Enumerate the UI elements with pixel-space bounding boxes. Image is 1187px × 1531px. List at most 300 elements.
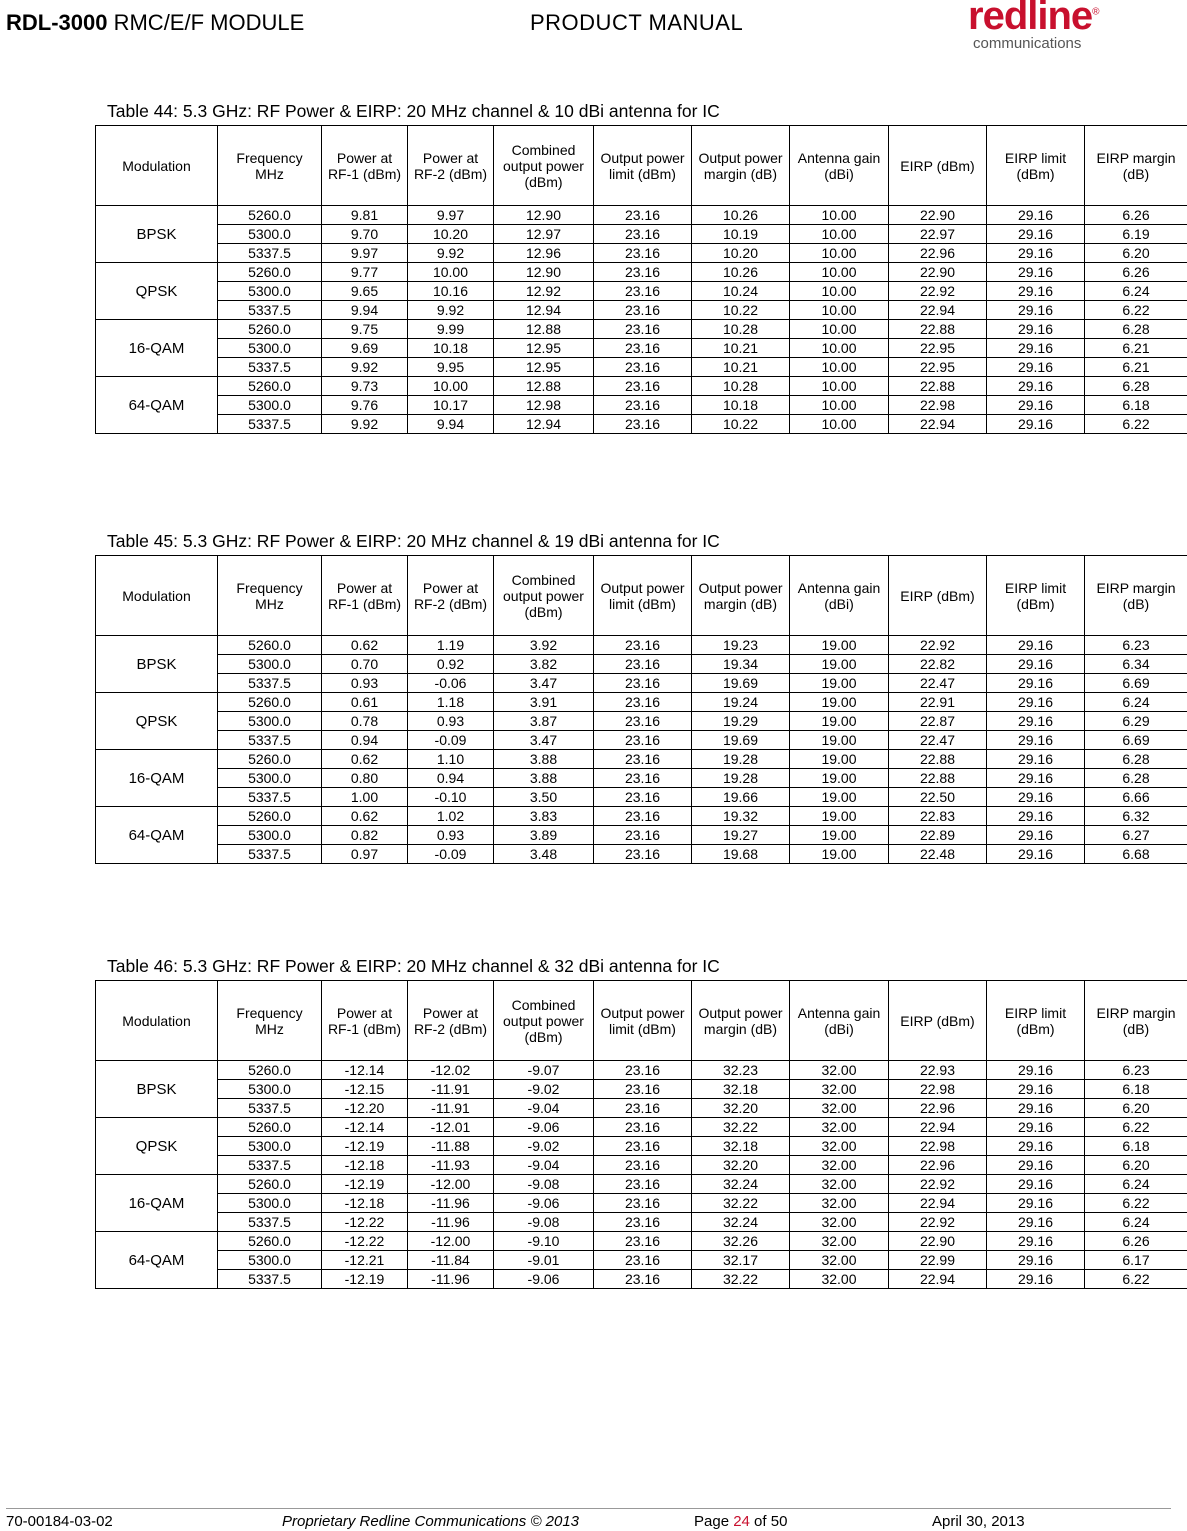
- table-cell: 10.00: [790, 206, 889, 225]
- table-cell: 5300.0: [218, 282, 322, 301]
- table-cell: 23.16: [594, 396, 692, 415]
- table-cell: 6.28: [1085, 750, 1187, 769]
- table-cell: 6.28: [1085, 377, 1187, 396]
- column-header: Combined output power (dBm): [494, 981, 594, 1061]
- table-cell: 22.47: [889, 674, 987, 693]
- table-cell: 0.92: [408, 655, 494, 674]
- table-cell: 22.90: [889, 263, 987, 282]
- table-cell: 12.94: [494, 301, 594, 320]
- table-cell: 6.26: [1085, 263, 1187, 282]
- table-cell: 5337.5: [218, 845, 322, 864]
- table-cell: 32.00: [790, 1099, 889, 1118]
- table-cell: 10.00: [790, 263, 889, 282]
- table-cell: 22.93: [889, 1061, 987, 1080]
- table-cell: 23.16: [594, 1156, 692, 1175]
- header-row: [96, 126, 1187, 206]
- table-cell: 10.18: [692, 396, 790, 415]
- table-cell: 0.78: [322, 712, 408, 731]
- table-cell: -12.21: [322, 1251, 408, 1270]
- column-header: Frequency MHz: [218, 126, 322, 206]
- table-cell: 23.16: [594, 282, 692, 301]
- table-cell: 19.34: [692, 655, 790, 674]
- table-cell: 19.24: [692, 693, 790, 712]
- column-header: Antenna gain (dBi): [790, 981, 889, 1061]
- column-header: Combined output power (dBm): [494, 126, 594, 206]
- table-cell: 29.16: [987, 1251, 1085, 1270]
- table-row: [96, 693, 1187, 712]
- table-cell: 6.18: [1085, 396, 1187, 415]
- table-cell: 0.62: [322, 807, 408, 826]
- table-cell: 29.16: [987, 339, 1085, 358]
- table-cell: 23.16: [594, 1175, 692, 1194]
- manual-title: PRODUCT MANUAL: [530, 10, 744, 35]
- table-cell: 32.00: [790, 1137, 889, 1156]
- table-cell: 6.34: [1085, 655, 1187, 674]
- table-cell: 3.92: [494, 636, 594, 655]
- table-cell: 29.16: [987, 1194, 1085, 1213]
- table-cell: 3.47: [494, 674, 594, 693]
- table-cell: 6.26: [1085, 1232, 1187, 1251]
- column-header: Combined output power (dBm): [494, 556, 594, 636]
- table-cell: 5337.5: [218, 674, 322, 693]
- copyright: Proprietary Redline Communications © 2013: [282, 1513, 580, 1530]
- table-cell: 5260.0: [218, 1232, 322, 1251]
- table-cell: 19.00: [790, 693, 889, 712]
- table-cell: 29.16: [987, 396, 1085, 415]
- table-row: [96, 282, 1187, 301]
- product-title: RDL-3000 RMC/E/F MODULE: [6, 10, 305, 35]
- column-header: Power at RF-1 (dBm): [322, 981, 408, 1061]
- table-cell: -11.96: [408, 1270, 494, 1289]
- table-cell: 0.62: [322, 750, 408, 769]
- modulation-cell: QPSK: [96, 263, 218, 320]
- table-cell: 10.00: [790, 244, 889, 263]
- doc-date: April 30, 2013: [932, 1513, 1025, 1530]
- table-cell: 0.93: [408, 712, 494, 731]
- table-cell: 29.16: [987, 655, 1085, 674]
- table-row: [96, 731, 1187, 750]
- table-cell: 22.94: [889, 1270, 987, 1289]
- table-cell: 5300.0: [218, 1194, 322, 1213]
- column-header: Power at RF-1 (dBm): [322, 556, 408, 636]
- table-cell: 10.21: [692, 358, 790, 377]
- page-number: 24: [733, 1513, 750, 1530]
- table-cell: -11.91: [408, 1099, 494, 1118]
- table-cell: 5337.5: [218, 1099, 322, 1118]
- table-row: [96, 1175, 1187, 1194]
- table-cell: 22.96: [889, 244, 987, 263]
- table-cell: 29.16: [987, 377, 1085, 396]
- table-cell: 9.77: [322, 263, 408, 282]
- table-cell: 6.21: [1085, 339, 1187, 358]
- table-cell: 32.23: [692, 1061, 790, 1080]
- column-header: EIRP margin (dB): [1085, 556, 1187, 636]
- table-cell: 5300.0: [218, 1080, 322, 1099]
- table-cell: 29.16: [987, 1232, 1085, 1251]
- table-cell: 29.16: [987, 358, 1085, 377]
- table-cell: 23.16: [594, 1251, 692, 1270]
- table-cell: 10.00: [408, 377, 494, 396]
- table-cell: 6.22: [1085, 301, 1187, 320]
- table-cell: 22.99: [889, 1251, 987, 1270]
- table-cell: 29.16: [987, 415, 1085, 434]
- column-header: Power at RF-2 (dBm): [408, 126, 494, 206]
- table-cell: 10.00: [790, 225, 889, 244]
- table-cell: 10.00: [408, 263, 494, 282]
- modulation-cell: 64-QAM: [96, 377, 218, 434]
- table-cell: -0.06: [408, 674, 494, 693]
- table-cell: -9.08: [494, 1175, 594, 1194]
- table-cell: 22.96: [889, 1156, 987, 1175]
- table-cell: -9.07: [494, 1061, 594, 1080]
- table-cell: 10.00: [790, 320, 889, 339]
- table-cell: 22.88: [889, 750, 987, 769]
- table-cell: 23.16: [594, 225, 692, 244]
- table-cell: 3.83: [494, 807, 594, 826]
- table-cell: 5337.5: [218, 1156, 322, 1175]
- table-cell: 19.00: [790, 712, 889, 731]
- table-cell: 32.00: [790, 1175, 889, 1194]
- table-cell: 10.00: [790, 396, 889, 415]
- table-cell: 10.24: [692, 282, 790, 301]
- table-cell: 23.16: [594, 769, 692, 788]
- column-header: EIRP limit (dBm): [987, 556, 1085, 636]
- table-cell: 12.88: [494, 320, 594, 339]
- table-cell: 9.92: [408, 301, 494, 320]
- table-cell: 6.23: [1085, 636, 1187, 655]
- table-cell: 5260.0: [218, 750, 322, 769]
- table-cell: 0.70: [322, 655, 408, 674]
- table-cell: 23.16: [594, 244, 692, 263]
- table-row: [96, 826, 1187, 845]
- table-cell: -12.18: [322, 1194, 408, 1213]
- table-cell: 19.28: [692, 769, 790, 788]
- data-table: [95, 980, 1187, 1289]
- table-cell: 32.22: [692, 1118, 790, 1137]
- table-cell: 22.50: [889, 788, 987, 807]
- table-row: [96, 263, 1187, 282]
- column-header: Output power margin (dB): [692, 556, 790, 636]
- table-row: [96, 301, 1187, 320]
- table-cell: 23.16: [594, 377, 692, 396]
- table-cell: 6.29: [1085, 712, 1187, 731]
- table-cell: 6.22: [1085, 1118, 1187, 1137]
- table-cell: 0.93: [322, 674, 408, 693]
- table-cell: -9.06: [494, 1194, 594, 1213]
- table-cell: 5260.0: [218, 807, 322, 826]
- table-cell: 22.88: [889, 377, 987, 396]
- table-cell: 29.16: [987, 1175, 1085, 1194]
- table-cell: -9.08: [494, 1213, 594, 1232]
- table-cell: 22.92: [889, 1175, 987, 1194]
- table-cell: 6.22: [1085, 1194, 1187, 1213]
- table-cell: -12.14: [322, 1061, 408, 1080]
- table-cell: 9.95: [408, 358, 494, 377]
- table-cell: 9.65: [322, 282, 408, 301]
- table-cell: 23.16: [594, 693, 692, 712]
- table-cell: 32.20: [692, 1156, 790, 1175]
- table-cell: 32.18: [692, 1137, 790, 1156]
- table-row: [96, 320, 1187, 339]
- table-cell: 5260.0: [218, 206, 322, 225]
- table-cell: 10.22: [692, 301, 790, 320]
- table-cell: 19.00: [790, 769, 889, 788]
- table-cell: -12.00: [408, 1232, 494, 1251]
- table-cell: -9.04: [494, 1099, 594, 1118]
- table-cell: 29.16: [987, 1213, 1085, 1232]
- table-cell: 22.88: [889, 320, 987, 339]
- logo-wordmark: redline®: [968, 0, 1099, 38]
- column-header: Power at RF-2 (dBm): [408, 556, 494, 636]
- table-cell: 6.20: [1085, 1099, 1187, 1118]
- table-cell: 29.16: [987, 244, 1085, 263]
- table-cell: -12.19: [322, 1270, 408, 1289]
- table-row: [96, 788, 1187, 807]
- table-cell: 22.91: [889, 693, 987, 712]
- table-cell: 10.00: [790, 282, 889, 301]
- table-cell: 23.16: [594, 358, 692, 377]
- table-cell: 9.75: [322, 320, 408, 339]
- table-cell: 5337.5: [218, 415, 322, 434]
- table-cell: 10.00: [790, 339, 889, 358]
- table-cell: 29.16: [987, 788, 1085, 807]
- table-cell: 9.99: [408, 320, 494, 339]
- table-cell: 10.00: [790, 415, 889, 434]
- table-cell: 5260.0: [218, 636, 322, 655]
- table-cell: 22.96: [889, 1099, 987, 1118]
- table-cell: 29.16: [987, 674, 1085, 693]
- table-cell: 29.16: [987, 636, 1085, 655]
- table-cell: 23.16: [594, 807, 692, 826]
- column-header: Antenna gain (dBi): [790, 556, 889, 636]
- header-row: [96, 981, 1187, 1061]
- table-cell: 10.16: [408, 282, 494, 301]
- table-cell: 22.90: [889, 206, 987, 225]
- table-cell: 32.20: [692, 1099, 790, 1118]
- table-cell: 6.22: [1085, 1270, 1187, 1289]
- table-cell: 5300.0: [218, 339, 322, 358]
- column-header: Power at RF-1 (dBm): [322, 126, 408, 206]
- table-cell: 32.00: [790, 1270, 889, 1289]
- table-cell: 12.90: [494, 206, 594, 225]
- table-cell: 9.97: [408, 206, 494, 225]
- table-cell: 10.26: [692, 263, 790, 282]
- table-cell: -9.06: [494, 1270, 594, 1289]
- table-cell: 22.94: [889, 1194, 987, 1213]
- table-cell: 5260.0: [218, 320, 322, 339]
- table-cell: 9.69: [322, 339, 408, 358]
- table-cell: 29.16: [987, 807, 1085, 826]
- table-cell: 10.26: [692, 206, 790, 225]
- table-cell: 23.16: [594, 1080, 692, 1099]
- table-cell: 9.76: [322, 396, 408, 415]
- table-cell: 6.28: [1085, 320, 1187, 339]
- table-cell: 0.94: [322, 731, 408, 750]
- table-cell: 6.28: [1085, 769, 1187, 788]
- table-row: [96, 769, 1187, 788]
- table-cell: 6.22: [1085, 415, 1187, 434]
- table-cell: 29.16: [987, 1156, 1085, 1175]
- table-cell: 5337.5: [218, 244, 322, 263]
- table-cell: 3.47: [494, 731, 594, 750]
- column-header: EIRP limit (dBm): [987, 981, 1085, 1061]
- table-cell: 23.16: [594, 1099, 692, 1118]
- table-cell: 29.16: [987, 826, 1085, 845]
- table-cell: 22.83: [889, 807, 987, 826]
- footer-divider: [6, 1508, 1171, 1509]
- table-cell: 5300.0: [218, 826, 322, 845]
- table-cell: 23.16: [594, 636, 692, 655]
- doc-number: 70-00184-03-02: [6, 1513, 113, 1530]
- table-cell: -11.84: [408, 1251, 494, 1270]
- table-cell: 23.16: [594, 1232, 692, 1251]
- table-cell: 23.16: [594, 845, 692, 864]
- modulation-cell: 16-QAM: [96, 320, 218, 377]
- table-cell: -11.91: [408, 1080, 494, 1099]
- table-cell: 19.00: [790, 826, 889, 845]
- table-cell: 32.22: [692, 1194, 790, 1213]
- table-cell: -12.18: [322, 1156, 408, 1175]
- column-header: EIRP (dBm): [889, 126, 987, 206]
- table-row: [96, 712, 1187, 731]
- table-cell: 32.00: [790, 1194, 889, 1213]
- modulation-cell: QPSK: [96, 1118, 218, 1175]
- table-cell: 19.00: [790, 845, 889, 864]
- table-cell: 12.94: [494, 415, 594, 434]
- table-cell: 19.00: [790, 807, 889, 826]
- table-cell: -11.93: [408, 1156, 494, 1175]
- table-cell: 23.16: [594, 263, 692, 282]
- table-cell: 0.61: [322, 693, 408, 712]
- table-row: [96, 1137, 1187, 1156]
- column-header: Modulation: [96, 556, 218, 636]
- table-cell: 22.97: [889, 225, 987, 244]
- page-header: [0, 0, 1187, 70]
- column-header: Output power margin (dB): [692, 981, 790, 1061]
- table-row: [96, 807, 1187, 826]
- table-cell: 22.95: [889, 339, 987, 358]
- table-row: [96, 358, 1187, 377]
- table-cell: 19.00: [790, 636, 889, 655]
- table-cell: -12.20: [322, 1099, 408, 1118]
- table-cell: 29.16: [987, 845, 1085, 864]
- table-row: [96, 1213, 1187, 1232]
- table-row: [96, 1232, 1187, 1251]
- table-cell: 1.19: [408, 636, 494, 655]
- table-cell: 23.16: [594, 712, 692, 731]
- table-cell: 29.16: [987, 282, 1085, 301]
- table-cell: 6.27: [1085, 826, 1187, 845]
- table-cell: 10.19: [692, 225, 790, 244]
- table-cell: 19.00: [790, 674, 889, 693]
- table-cell: -9.02: [494, 1080, 594, 1099]
- table-caption: Table 44: 5.3 GHz: RF Power & EIRP: 20 MHz channel & 10 dBi antenna for IC: [107, 101, 720, 121]
- table-cell: 19.32: [692, 807, 790, 826]
- table-cell: 5337.5: [218, 1213, 322, 1232]
- table-row: [96, 206, 1187, 225]
- table-cell: -0.10: [408, 788, 494, 807]
- table-cell: 22.87: [889, 712, 987, 731]
- table-cell: 6.32: [1085, 807, 1187, 826]
- table-cell: 32.00: [790, 1213, 889, 1232]
- table-cell: 5300.0: [218, 769, 322, 788]
- table-cell: 29.16: [987, 1118, 1085, 1137]
- table-cell: 6.26: [1085, 206, 1187, 225]
- table-cell: 22.47: [889, 731, 987, 750]
- table-cell: 23.16: [594, 320, 692, 339]
- table-cell: -11.96: [408, 1194, 494, 1213]
- table-cell: 9.92: [408, 244, 494, 263]
- table-cell: 3.88: [494, 750, 594, 769]
- table-cell: 9.92: [322, 415, 408, 434]
- table-cell: 12.95: [494, 339, 594, 358]
- modulation-cell: BPSK: [96, 206, 218, 263]
- table-row: [96, 1061, 1187, 1080]
- table-cell: 3.48: [494, 845, 594, 864]
- table-cell: -11.96: [408, 1213, 494, 1232]
- table-caption: Table 46: 5.3 GHz: RF Power & EIRP: 20 MHz channel & 32 dBi antenna for IC: [107, 956, 720, 976]
- table-cell: 6.24: [1085, 282, 1187, 301]
- table-cell: 3.82: [494, 655, 594, 674]
- table-cell: 29.16: [987, 301, 1085, 320]
- column-header: Frequency MHz: [218, 981, 322, 1061]
- table-row: [96, 396, 1187, 415]
- table-cell: 6.68: [1085, 845, 1187, 864]
- modulation-cell: BPSK: [96, 636, 218, 693]
- modulation-cell: 64-QAM: [96, 1232, 218, 1289]
- table-cell: 22.92: [889, 1213, 987, 1232]
- redline-logo: [968, 0, 1108, 56]
- table-cell: 5260.0: [218, 1118, 322, 1137]
- table-cell: 19.00: [790, 655, 889, 674]
- table-cell: 32.24: [692, 1175, 790, 1194]
- column-header: Antenna gain (dBi): [790, 126, 889, 206]
- table-cell: 23.16: [594, 1061, 692, 1080]
- column-header: Power at RF-2 (dBm): [408, 981, 494, 1061]
- column-header: Output power margin (dB): [692, 126, 790, 206]
- table-cell: 5300.0: [218, 712, 322, 731]
- table-cell: 29.16: [987, 1080, 1085, 1099]
- table-cell: 29.16: [987, 225, 1085, 244]
- logo-subtitle: communications: [973, 35, 1082, 52]
- table-cell: 12.88: [494, 377, 594, 396]
- table-cell: 32.00: [790, 1061, 889, 1080]
- table-cell: 3.50: [494, 788, 594, 807]
- table-cell: 6.18: [1085, 1137, 1187, 1156]
- table-cell: -12.00: [408, 1175, 494, 1194]
- table-cell: 19.69: [692, 731, 790, 750]
- table-cell: 23.16: [594, 731, 692, 750]
- table-cell: 6.17: [1085, 1251, 1187, 1270]
- table-row: [96, 1251, 1187, 1270]
- table-cell: 6.20: [1085, 244, 1187, 263]
- table-cell: 29.16: [987, 1061, 1085, 1080]
- table-cell: 9.94: [322, 301, 408, 320]
- table-cell: 29.16: [987, 1137, 1085, 1156]
- table-cell: 23.16: [594, 415, 692, 434]
- table-cell: 6.69: [1085, 731, 1187, 750]
- table-cell: 29.16: [987, 693, 1085, 712]
- table-cell: 6.24: [1085, 1175, 1187, 1194]
- table-cell: 23.16: [594, 674, 692, 693]
- table-cell: 23.16: [594, 826, 692, 845]
- table-cell: 32.00: [790, 1156, 889, 1175]
- table-cell: 22.94: [889, 301, 987, 320]
- table-cell: -12.22: [322, 1213, 408, 1232]
- table-row: [96, 1156, 1187, 1175]
- data-table: [95, 555, 1187, 864]
- table-row: [96, 377, 1187, 396]
